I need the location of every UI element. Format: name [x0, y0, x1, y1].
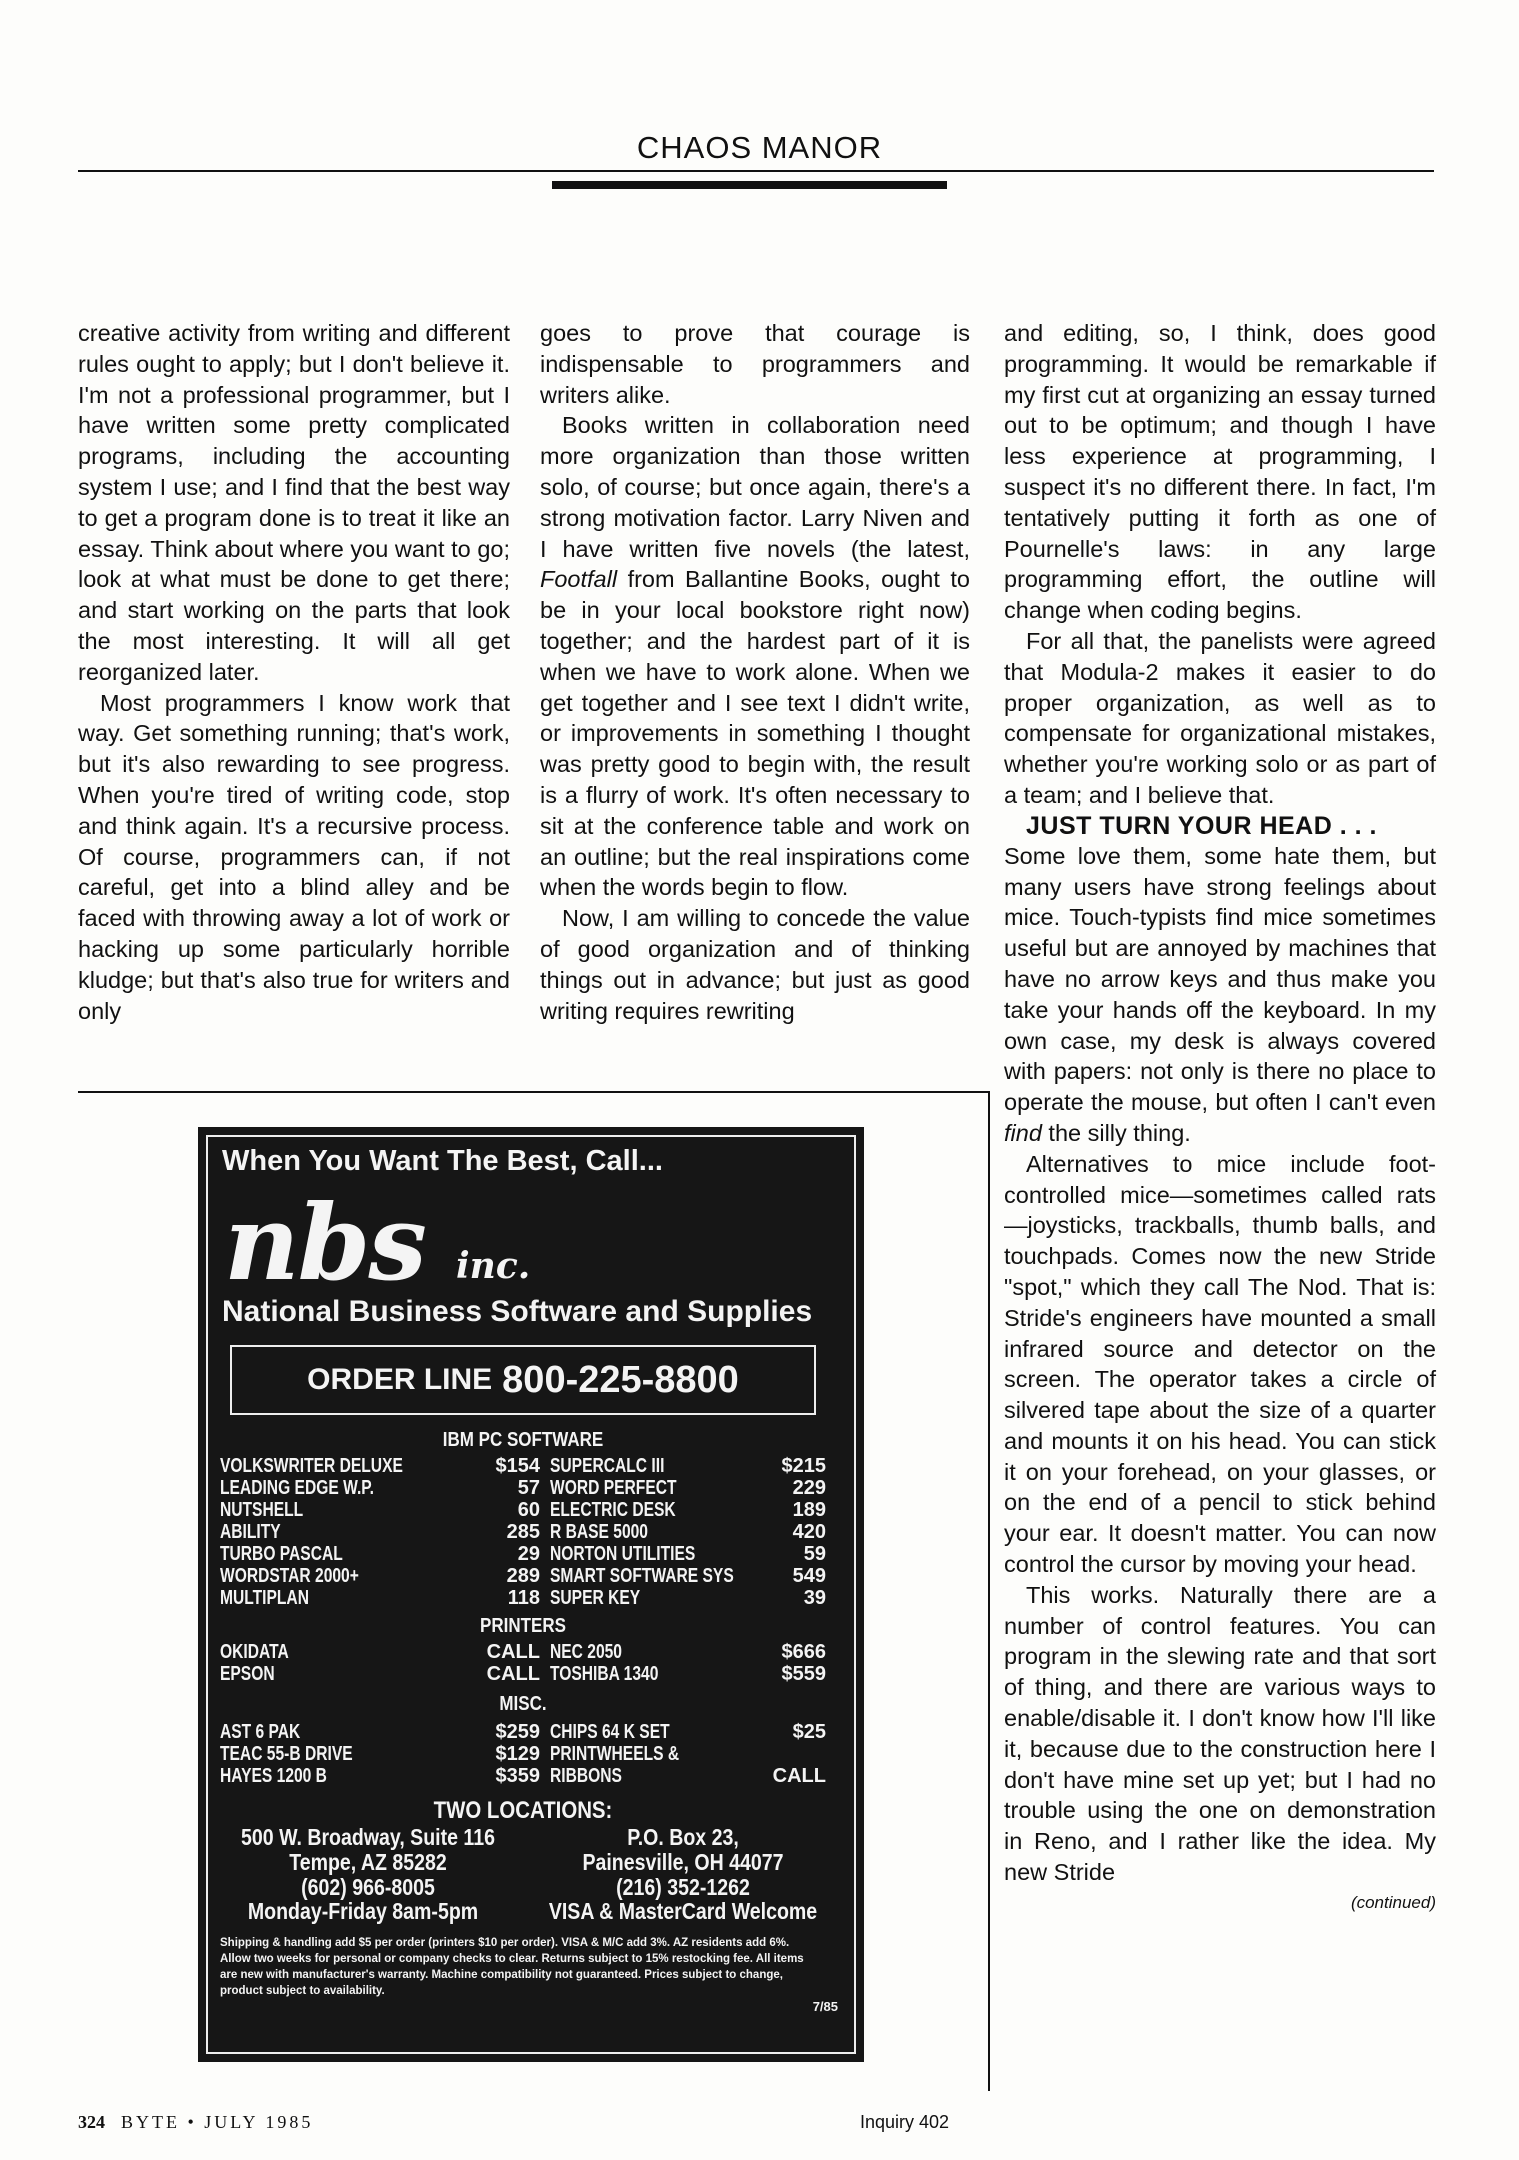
header-bar [552, 181, 947, 189]
product-price: $129 [495, 1743, 540, 1765]
product-price: 57 [517, 1477, 540, 1499]
product-name: SUPER KEY [550, 1587, 641, 1609]
product-name: SMART SOFTWARE SYS [550, 1565, 734, 1587]
product-name: NUTSHELL [220, 1499, 304, 1521]
business-hours: Monday-Friday 8am-5pm [247, 1898, 479, 1924]
section-subhead: JUST TURN YOUR HEAD . . . [1026, 811, 1377, 840]
product-name: RIBBONS [550, 1765, 622, 1787]
price-row [220, 1587, 826, 1609]
address-line: Painesville, OH 44077 [582, 1849, 784, 1875]
price-row [220, 1663, 826, 1685]
product-price: 549 [792, 1565, 826, 1587]
product-price: $559 [781, 1663, 826, 1685]
price-row [220, 1743, 826, 1765]
product-name: TEAC 55-B DRIVE [220, 1743, 353, 1765]
header-rule [78, 170, 1434, 172]
text-run: Some love them, some hate them, but many users have strong feelings about mice. Touch-typists find mice sometimes useful but are annoyed by machines that have no arrow keys and thus make you take your hands off the keyboard. In my own case, my desk is always covered with papers: not only is there no place to operate the mouse, but often I can't even [1004, 842, 1436, 1116]
ad-frame-rule [78, 1091, 990, 1093]
locations-heading: TWO LOCATIONS: [433, 1797, 613, 1824]
page-footer [78, 2112, 313, 2133]
paragraph: This works. Naturally there are a number of control features. You can program in the slewing rate and that sort of thing, and there are various ways to enable/disable it. I don't know how I'll like it, because due to the construction here I don't have mine set up yet; but I had no trouble using the one on demonstration in Reno, and I rather like the idea. My new Stride [1004, 1581, 1436, 1886]
product-name: NEC 2050 [550, 1641, 622, 1663]
product-price: 29 [517, 1543, 540, 1565]
product-name: AST 6 PAK [220, 1721, 301, 1743]
product-name: PRINTWHEELS & [550, 1743, 680, 1765]
price-row [220, 1499, 826, 1521]
page-number: 324 [78, 2112, 105, 2132]
price-row [220, 1477, 826, 1499]
product-name: ABILITY [220, 1521, 281, 1543]
product-price: 39 [803, 1587, 826, 1609]
price-row [220, 1765, 826, 1787]
price-row [220, 1543, 826, 1565]
product-price: CALL [486, 1663, 540, 1685]
price-row [220, 1521, 826, 1543]
ad-company-name: National Business Software and Supplies [222, 1295, 813, 1328]
product-price: 59 [803, 1543, 826, 1565]
paragraph: goes to prove that courage is indispensable to programmers and writers alike. [540, 320, 970, 408]
order-line-label: ORDER LINE [307, 1363, 493, 1396]
column-1 [78, 318, 510, 1026]
address-line: Tempe, AZ 85282 [289, 1849, 447, 1875]
product-name: HAYES 1200 B [220, 1765, 327, 1787]
product-name: WORDSTAR 2000+ [220, 1565, 359, 1587]
product-price: 189 [792, 1499, 826, 1521]
product-price: $25 [792, 1721, 826, 1743]
location-tempe [241, 1825, 496, 1900]
ad-fineprint: Shipping & handling add $5 per order (printers $10 per order). VISA & M/C add 3%. AZ residents add 6%. Allow two weeks for personal or company checks to clear. Returns subject to 15% restocking fee. All items are new with manufacturer's warranty. Machine compatibility not guaranteed. Prices subject to change, product subject to availability. [220, 1937, 804, 1997]
product-name: OKIDATA [220, 1641, 289, 1663]
product-price: 285 [506, 1521, 540, 1543]
payment-cards: VISA & MasterCard Welcome [548, 1898, 818, 1924]
product-price: 289 [506, 1565, 540, 1587]
section-heading: PRINTERS [480, 1615, 566, 1637]
product-name: EPSON [220, 1663, 275, 1685]
product-name: MULTIPLAN [220, 1587, 309, 1609]
text-run: the silly thing. [1041, 1119, 1191, 1146]
price-row [220, 1721, 826, 1743]
product-name: R BASE 5000 [550, 1521, 648, 1543]
emphasis: find [1004, 1119, 1042, 1146]
order-line-box [230, 1345, 816, 1415]
text-run: from Ballantine Books, ought to be in your local bookstore right now) together; and the hardest part of it is when we have to work alone. When we get together and I see text I didn't write, or improvements in something I thought was pretty good to begin with, the result is a flurry of work. It's often necessary to sit at the conference table and work on an outline; but the real inspirations come when the words begin to flow. [540, 566, 970, 901]
magazine-issue: BYTE • JULY 1985 [121, 2112, 314, 2132]
book-title: Footfall [540, 566, 618, 593]
column-3 [1004, 318, 1436, 1914]
paragraph [1004, 841, 1436, 1149]
paragraph: Most programmers I know work that way. Get something running; that's work, but it's also rewarding to see progress. When you're tired of writing code, stop and think again. It's a recursive process. Of course, programmers can, if not careful, get into a blind alley and be faced with throwing away a lot of work or hacking up some particularly horrible kludge; but that's also true for writers and only [78, 689, 510, 1024]
nbs-logo: nbs [224, 1181, 425, 1304]
product-price: 420 [792, 1521, 826, 1543]
order-phone: 800-225-8800 [502, 1358, 739, 1401]
phone-number: (602) 966-8005 [301, 1874, 435, 1900]
text-run: Books written in collaboration need more organization than those written solo, of course; but once again, there's a strong motivation factor. Larry Niven and I have written five novels (the latest, [540, 412, 970, 562]
product-price: $215 [781, 1455, 826, 1477]
paragraph [540, 410, 970, 903]
product-name: SUPERCALC III [550, 1455, 665, 1477]
product-name: ELECTRIC DESK [550, 1499, 676, 1521]
product-price: CALL [486, 1641, 540, 1663]
product-name: VOLKSWRITER DELUXE [220, 1455, 403, 1477]
paragraph: For all that, the panelists were agreed that Modula-2 makes it easier to do proper organization, as well as to compensate for organizational mistakes, whether you're working solo or as part of a team; and I believe that. [1004, 627, 1436, 808]
product-price: 229 [792, 1477, 826, 1499]
page-header-title: CHAOS MANOR [636, 130, 883, 165]
product-price: $154 [495, 1455, 540, 1477]
ad-frame-rule [988, 1091, 990, 2091]
inquiry-number: Inquiry 402 [860, 2112, 950, 2132]
section-heading: MISC. [499, 1693, 547, 1715]
product-price: 60 [517, 1499, 540, 1521]
address-line: 500 W. Broadway, Suite 116 [241, 1824, 495, 1850]
price-row [220, 1565, 826, 1587]
price-row [220, 1641, 826, 1663]
paragraph: creative activity from writing and different rules ought to apply; but I don't believe it. I'm not a professional programmer, but I have written some pretty complicated programs, including the accounting system I use; and I find that the best way to get a program done is to treat it like an essay. Think about where you want to go; look at what must be done to get there; and start working on the parts that look the most interesting. It will all get reorganized later. [78, 320, 510, 685]
product-price: 118 [507, 1587, 540, 1609]
address-line: P.O. Box 23, [627, 1824, 739, 1850]
phone-number: (216) 352-1262 [616, 1874, 750, 1900]
product-name: CHIPS 64 K SET [550, 1721, 670, 1743]
advertisement [198, 1127, 864, 2062]
location-painesville [560, 1825, 807, 1900]
product-name: TOSHIBA 1340 [550, 1663, 659, 1685]
product-name: TURBO PASCAL [220, 1543, 343, 1565]
price-row [220, 1455, 826, 1477]
ad-tagline: When You Want The Best, Call... [222, 1145, 663, 1177]
product-name: LEADING EDGE W.P. [220, 1477, 375, 1499]
paragraph: and editing, so, I think, does good programming. It would be remarkable if my first cut at organizing an essay turned out to be optimum; and though I have less experience at programming, I suspect it's no different there. In fact, I'm tentatively putting it forth as one of Pournelle's laws: in any large programming effort, the outline will change when coding begins. [1004, 320, 1436, 624]
paragraph: Now, I am willing to concede the value of good organization and of thinking things out in advance; but just as good writing requires rewriting [540, 905, 970, 1024]
product-name: NORTON UTILITIES [550, 1543, 696, 1565]
product-name: WORD PERFECT [550, 1477, 677, 1499]
product-price: $359 [495, 1765, 540, 1787]
column-2 [540, 318, 970, 1026]
section-heading: IBM PC SOFTWARE [442, 1429, 604, 1451]
logo-suffix: inc. [456, 1245, 531, 1287]
continued-label: (continued) [1350, 1892, 1436, 1912]
product-price: $259 [495, 1721, 540, 1743]
ad-date-code: 7/85 [812, 1999, 838, 2014]
product-price: CALL [772, 1765, 826, 1787]
paragraph: Alternatives to mice include foot-controlled mice—sometimes called rats—joysticks, trackballs, thumb balls, and touchpads. Comes now the new Stride "spot," which they call The Nod. That is: Stride's engineers have mounted a small infrared source and detector on the screen. The operator takes a circle of silvered tape about the size of a quarter and mounts it on his head. You can stick it on your forehead, on your glasses, or on the end of a pencil to stick behind your ear. It doesn't matter. You can now control the cursor by moving your head. [1004, 1150, 1436, 1578]
product-price: $666 [781, 1641, 826, 1663]
